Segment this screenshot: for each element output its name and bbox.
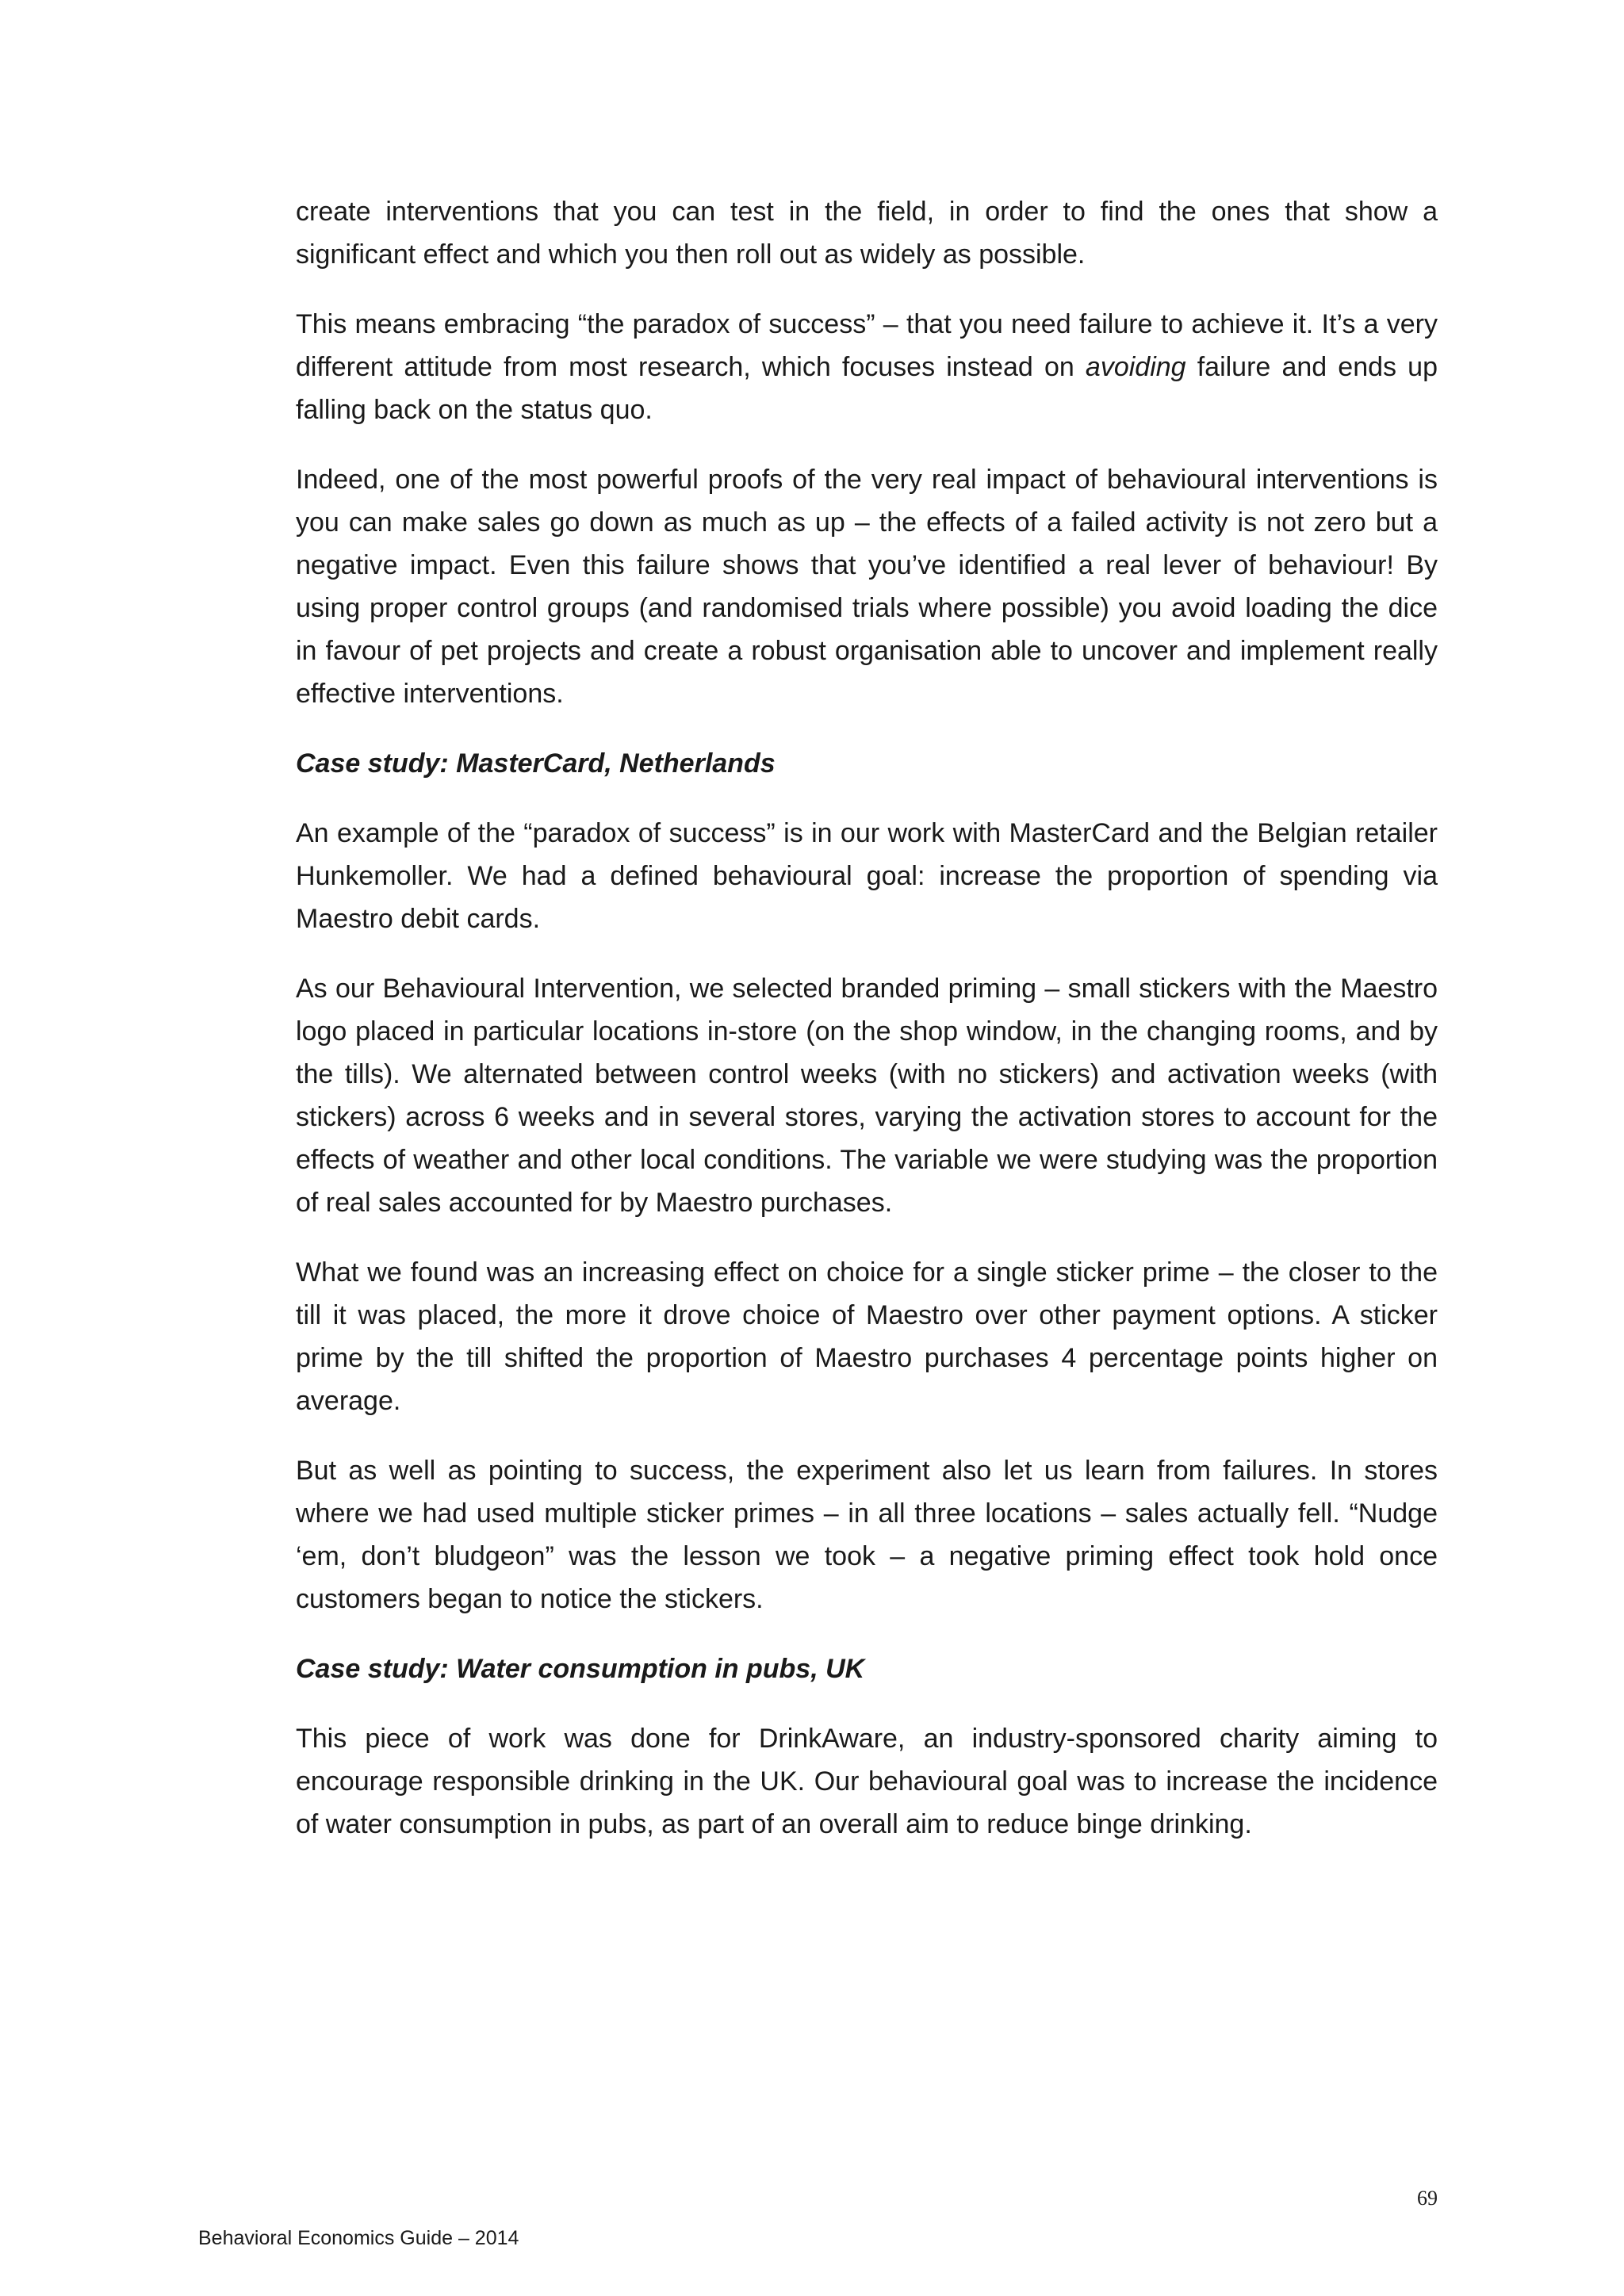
case-study-heading-mastercard: Case study: MasterCard, Netherlands <box>296 748 776 779</box>
paragraph-learn-from-failures: But as well as pointing to success, the experiment also let us learn from failures. In stores where we had used multiple sticker primes – in all three locations – sales actually fell. “Nudge ‘em, don’t bludgeon” was the lesson we took – a negative priming effect took hold once customers began to notice the stickers. <box>296 1456 1438 1614</box>
paragraph-paradox-of-success <box>296 303 1438 431</box>
paragraph-mastercard-example: An example of the “paradox of success” is in our work with MasterCard and the Belgian retailer Hunkemoller. We had a defined behavioural goal: increase the proportion of spending via Maestro debit cards. <box>296 818 1438 934</box>
paragraph-intro-continuation: create interventions that you can test in the field, in order to find the ones that show a significant effect and which you then roll out as widely as possible. <box>296 197 1438 270</box>
paragraph-behavioural-intervention: As our Behavioural Intervention, we selected branded priming – small stickers with the Maestro logo placed in particular locations in-store (on the shop window, in the changing rooms, and by the tills). We alternated between control weeks (with no stickers) and activation weeks (with stickers) across 6 weeks and in several stores, varying the activation stores to account for the effects of weather and other local conditions. The variable we were studying was the proportion of real sales accounted for by Maestro purchases. <box>296 974 1438 1218</box>
paragraph-powerful-proofs: Indeed, one of the most powerful proofs of the very real impact of behavioural interventions is you can make sales go down as much as up – the effects of a failed activity is not zero but a negative impact. Even this failure shows that you’ve identified a real lever of behaviour! By using proper control groups (and randomised trials where possible) you avoid loading the dice in favour of pet projects and create a robust organisation able to uncover and implement really effective interventions. <box>296 465 1438 709</box>
paragraph-findings: What we found was an increasing effect on choice for a single sticker prime – the closer to the till it was placed, the more it drove choice of Maestro over other payment options. A sticker prime by the till shifted the proportion of Maestro purchases 4 percentage points higher on average. <box>296 1257 1438 1416</box>
emphasized-word: avoiding <box>1085 352 1186 382</box>
paragraph-text-after-emphasis: failure and ends up falling back on the status quo. <box>296 352 1438 425</box>
paragraph-drinkaware: This piece of work was done for DrinkAware, an industry-sponsored charity aiming to encourage responsible drinking in the UK. Our behavioural goal was to increase the incidence of water consumption in pubs, as part of an overall aim to reduce binge drinking. <box>296 1724 1438 1839</box>
footer-title: Behavioral Economics Guide – 2014 <box>198 2227 519 2249</box>
page-number: 69 <box>1417 2187 1438 2210</box>
body-text <box>296 190 1438 1873</box>
case-study-heading-water-consumption: Case study: Water consumption in pubs, UK <box>296 1654 865 1684</box>
paragraph-text-before-emphasis: This means embracing “the paradox of success” – that you need failure to achieve it. It’s a very different attitude from most research, which focuses instead on <box>296 309 1438 382</box>
